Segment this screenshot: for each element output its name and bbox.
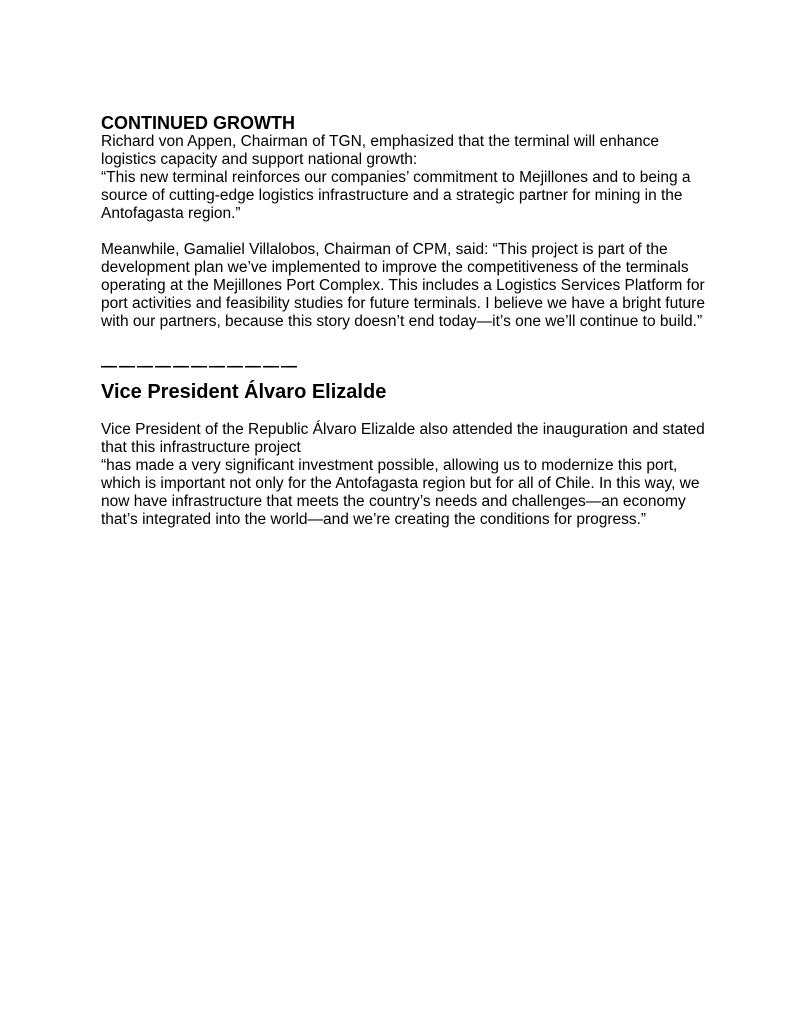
text-line: that this infrastructure project bbox=[101, 439, 301, 456]
text-line: Richard von Appen, Chairman of TGN, emphasized that the terminal will enhance bbox=[101, 133, 660, 150]
text-line: logistics capacity and support national growth: bbox=[101, 151, 418, 168]
text-line: that’s integrated into the world—and we’re creating the conditions for progress.” bbox=[101, 511, 647, 528]
paragraph-elizalde-quote bbox=[101, 421, 705, 529]
paragraph-villalobos-quote bbox=[101, 241, 705, 331]
section-divider: ——————————— bbox=[101, 358, 299, 375]
text-line: “has made a very significant investment possible, allowing us to modernize this port, bbox=[101, 457, 678, 474]
paragraph-von-appen-quote bbox=[101, 133, 691, 223]
text-line: with our partners, because this story doesn’t end today—it’s one we’ll continue to build.” bbox=[101, 313, 703, 330]
text-line: Antofagasta region.” bbox=[101, 205, 241, 222]
section-heading-vice-president: Vice President Álvaro Elizalde bbox=[101, 381, 387, 403]
text-line: source of cutting-edge logistics infrastructure and a strategic partner for mining in the bbox=[101, 187, 683, 204]
text-line: “This new terminal reinforces our companies’ commitment to Mejillones and to being a bbox=[101, 169, 691, 186]
text-line: which is important not only for the Antofagasta region but for all of Chile. In this way, we bbox=[101, 475, 700, 492]
text-line: Meanwhile, Gamaliel Villalobos, Chairman of CPM, said: “This project is part of the bbox=[101, 241, 668, 258]
section-heading-continued-growth: CONTINUED GROWTH bbox=[101, 113, 295, 133]
text-line: operating at the Mejillones Port Complex. This includes a Logistics Services Platform for bbox=[101, 277, 705, 294]
text-line: port activities and feasibility studies for future terminals. I believe we have a bright future bbox=[101, 295, 705, 312]
text-line: development plan we’ve implemented to improve the competitiveness of the terminals bbox=[101, 259, 689, 276]
text-line: now have infrastructure that meets the country’s needs and challenges—an economy bbox=[101, 493, 686, 510]
text-line: Vice President of the Republic Álvaro Elizalde also attended the inauguration and stated bbox=[101, 421, 705, 438]
